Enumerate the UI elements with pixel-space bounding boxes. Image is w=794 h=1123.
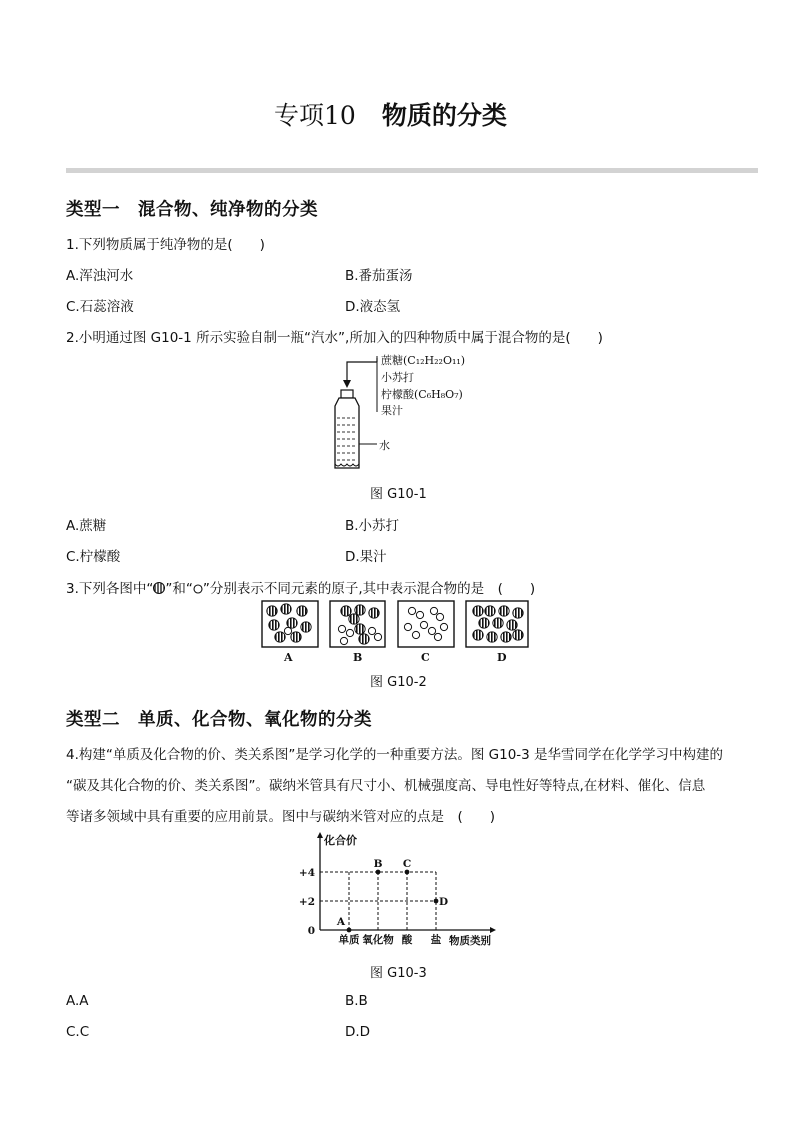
striped-atom [269,620,279,630]
hollow-atom [340,637,347,644]
hollow-atom [374,633,381,640]
particle-box-2 [330,601,385,647]
label-juice: 果汁 [381,404,403,417]
title-divider [66,168,758,173]
q2-option-d[interactable]: D.果汁 [345,549,387,565]
striped-atom [479,618,489,628]
striped-atom [513,608,523,618]
bottle-cap [341,390,353,398]
q1-option-b[interactable]: B.番茄蛋汤 [345,268,413,284]
q4-option-c[interactable]: C.C [66,1024,90,1040]
striped-atom [499,606,509,616]
y-tick-label: +4 [298,867,315,879]
q4-line-2: “碳及其化合物的价、类关系图”。碳纳米管具有尺寸小、机械强度高、导电性好等特点,在材料、催化、信息 [66,778,706,794]
particle-diagrams [260,600,532,650]
striped-atom [501,632,511,642]
section-heading-1 [66,196,318,221]
hollow-atom [408,607,415,614]
point-label-b: B [373,858,383,870]
hollow-atom [436,613,443,620]
striped-atom [355,605,365,615]
question-2-stem: 2.小明通过图 G10-1 所示实验自制一瓶“汽水”,所加入的四种物质中属于混合物的是( ) [66,330,603,346]
particle-boxes [262,601,528,647]
hollow-atom [346,629,353,636]
hollow-atom [428,627,435,634]
q4-option-a[interactable]: A.A [66,993,89,1009]
q1-option-c[interactable]: C.石蕊溶液 [66,299,134,315]
hollow-atom [430,607,437,614]
figure-g10-2-caption: 图 G10-2 [370,675,427,690]
q1-option-a[interactable]: A.浑浊河水 [66,268,134,284]
q4-option-d[interactable]: D.D [345,1024,371,1040]
x-tick-label: 盐 [430,934,442,946]
q4-line-3: 等诸多领域中具有重要的应用前景。图中与碳纳米管对应的点是 ( ) [66,809,496,825]
section-1-label: 类型一 [66,200,120,220]
hollow-atom-icon [193,584,203,594]
q2-option-b[interactable]: B.小苏打 [345,518,400,534]
box-label-c: C [421,651,430,664]
striped-atom [355,624,365,634]
striped-atom [287,618,297,628]
particle-box-1 [262,601,318,647]
data-point-c [405,870,410,875]
y-tick-label: +2 [298,896,315,908]
y-axis-title: 化合价 [324,834,357,847]
label-sucrose: 蔗糖(C₁₂H₂₂O₁₁) [381,354,466,367]
label-baking-soda: 小苏打 [381,371,414,384]
striped-atom [341,606,351,616]
point-label-a: A [336,916,345,928]
label-water: 水 [379,439,390,452]
box-label-b: B [353,651,363,664]
y-axis-arrow [317,832,323,838]
page-title-prefix: 专项10 [274,101,356,130]
striped-atom [507,620,517,630]
question-4-stem [66,740,736,833]
striped-atom [291,632,301,642]
hollow-atom [284,627,291,634]
x-tick-label: 酸 [401,934,413,946]
figure-g10-3-caption: 图 G10-3 [370,966,427,981]
q4-option-b[interactable]: B.B [345,993,368,1009]
striped-atom [473,630,483,640]
arrow-head [343,380,351,388]
q2-option-a[interactable]: A.蔗糖 [66,518,107,534]
q2-option-c[interactable]: C.柠檬酸 [66,549,121,565]
striped-atom [275,632,285,642]
hollow-atom [434,633,441,640]
question-3-stem: 3.下列各图中“ ”和“ ”分别表示不同元素的原子,其中表示混合物的是 ( ) [66,581,536,597]
figure-g10-1-caption: 图 G10-1 [370,487,427,502]
striped-atom [369,608,379,618]
point-label-d: D [439,896,449,908]
data-point-b [376,870,381,875]
section-heading-2 [66,706,372,731]
question-1-stem: 1.下列物质属于纯净物的是( ) [66,237,265,253]
section-1-title: 混合物、纯净物的分类 [138,200,318,220]
valence-class-chart [290,830,505,950]
bottle-body [335,398,359,468]
striped-atom [267,606,277,616]
x-axis-title: 物质类别 [449,935,491,947]
y-tick-label: 0 [307,925,315,937]
striped-atom [487,632,497,642]
striped-atom [281,604,291,614]
hollow-atom [440,623,447,630]
page-title-main: 物质的分类 [381,101,507,130]
section-2-title: 单质、化合物、氧化物的分类 [138,710,372,730]
box-label-d: D [497,651,507,664]
striped-atom [493,618,503,628]
hollow-atom [420,621,427,628]
page-title [274,96,507,132]
x-axis-arrow [490,927,496,933]
x-tick-label: 氧化物 [362,934,394,946]
section-2-label: 类型二 [66,710,120,730]
point-label-c: C [402,858,412,870]
striped-atom [359,634,369,644]
x-tick-label: 单质 [338,934,360,946]
striped-atom [473,606,483,616]
particle-box-4 [466,601,528,647]
q1-option-d[interactable]: D.液态氢 [345,299,401,315]
box-label-a: A [284,651,293,664]
hollow-atom [416,611,423,618]
label-citric-acid: 柠檬酸(C₆H₈O₇) [381,388,463,401]
data-point-d [434,899,439,904]
q4-line-1: 4.构建“单质及化合物的价、类关系图”是学习化学的一种重要方法。图 G10-3 是华雪同学在化学学习中构建的 [66,747,724,763]
hollow-atom [368,627,375,634]
particle-box-3 [398,601,454,647]
hollow-atom [338,625,345,632]
striped-atom [349,614,359,624]
hollow-atom [404,623,411,630]
striped-atom [485,606,495,616]
striped-atom [513,630,523,640]
data-point-a [347,928,352,933]
feed-arrow [347,358,377,382]
striped-atom [297,606,307,616]
hollow-atom [412,631,419,638]
striped-atom-icon [153,582,165,594]
striped-atom [301,622,311,632]
